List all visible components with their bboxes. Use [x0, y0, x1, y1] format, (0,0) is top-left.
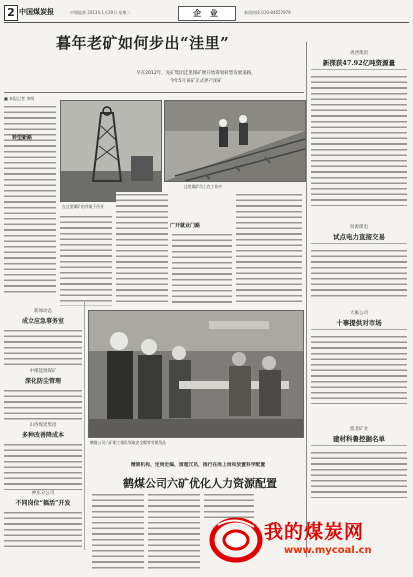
subhead-line-2: 今年5月该矿正式停产闭矿 [169, 79, 223, 84]
sidebar-kicker: 鸡西集团 [350, 51, 368, 56]
section-tag: 企 业 [178, 6, 236, 21]
sidebar-item [311, 50, 407, 206]
right-sidebar [306, 42, 410, 557]
sidebar-title: 十事提供对市场 [311, 318, 407, 330]
watermark-url: www.mycoal.cn [284, 545, 372, 556]
divider [4, 92, 304, 93]
article-text-column [236, 192, 302, 306]
brief-kicker: 新闻动态 [34, 309, 52, 314]
article-text-column [148, 492, 200, 572]
main-headline: 暮年老矿如何步出“洼里” [56, 34, 230, 52]
bottom-headline: 鹤煤公司六矿优化人力资源配置 [123, 477, 277, 490]
mycoal-watermark [206, 515, 406, 565]
photo2-caption: 洼里煤矿员工在工作中 [184, 184, 222, 189]
brief-title: 多种改善降成本 [21, 432, 64, 439]
article-text-column [60, 214, 112, 306]
brief-item [4, 422, 82, 490]
bottom-photo-caption: 鹤煤公司六矿职工排队领取安全帽等劳保用品 [90, 440, 166, 445]
bottom-deck: 精简机构、定岗定编、清理冗员，推行在岗上岗和放置科学配置 [130, 463, 266, 468]
page-header [4, 4, 409, 23]
sidebar-text [311, 334, 407, 404]
brief-item [4, 368, 82, 422]
brief-kicker: 山西煤炭集团 [29, 423, 57, 428]
sidebar-kicker: 恒源煤电 [350, 225, 368, 230]
mycoal-logo-icon [208, 515, 264, 565]
brief-kicker: 神东分公司 [31, 491, 55, 496]
subhead-line-1: 早在2012年，先矿集团洼里煤矿便开始筹划转型发展道路， [136, 71, 256, 76]
sidebar-kicker: 淮北矿业 [350, 427, 368, 432]
header-info-right: 新闻热线 010-84657979 [244, 10, 291, 15]
sidebar-text [311, 74, 407, 206]
paper-name: 中国煤炭报 [19, 7, 54, 16]
brief-text [4, 510, 82, 550]
sidebar-kicker: 大雁公司 [350, 311, 368, 316]
left-briefs-column [4, 300, 85, 550]
sidebar-item [311, 310, 407, 404]
article-text-column [92, 492, 144, 572]
watermark-text: 我的煤炭网 [264, 521, 365, 543]
article-subtitle-2: 广开就业门路 [170, 223, 201, 229]
header-info-left: 中煤能源 2013年1月29日 星期二 [70, 10, 131, 15]
sidebar-title: 新探获47.92亿吨资源量 [311, 58, 407, 70]
workers-photo [164, 100, 306, 182]
sidebar-title: 建材科鲁挖掘名单 [311, 434, 407, 446]
brief-item [4, 308, 82, 368]
sidebar-item [311, 426, 407, 498]
brief-text [4, 442, 82, 490]
main-subhead [96, 70, 296, 86]
byline: ■ 本报记者 李明 [4, 96, 35, 101]
page-number: 2 [4, 5, 18, 21]
workers-illustration [165, 101, 305, 181]
headframe-illustration [61, 101, 161, 201]
article-text-column [4, 104, 56, 294]
brief-item [4, 490, 82, 550]
brief-text [4, 328, 82, 368]
sidebar-text [311, 450, 407, 498]
sidebar-item [311, 224, 407, 300]
sidebar-title: 试点电力直接交易 [311, 232, 407, 244]
headframe-photo [60, 100, 162, 202]
workers-queue-photo [88, 310, 304, 438]
brief-title: 深化防尘管理 [24, 378, 61, 385]
brief-title: 成立应急事务室 [21, 318, 64, 325]
workers-queue-illustration [89, 311, 303, 437]
photo1-caption: 在洼里煤矿的井架下作业 [62, 204, 104, 209]
sidebar-text [311, 248, 407, 300]
brief-title: 不同岗位“搞活”开发 [15, 500, 71, 507]
brief-text [4, 388, 82, 422]
article-subtitle-1: 转型新路 [12, 135, 33, 141]
brief-kicker: 中煤能源煤矿 [29, 369, 57, 374]
article-text-column [116, 192, 168, 306]
article-text-column [172, 232, 232, 306]
